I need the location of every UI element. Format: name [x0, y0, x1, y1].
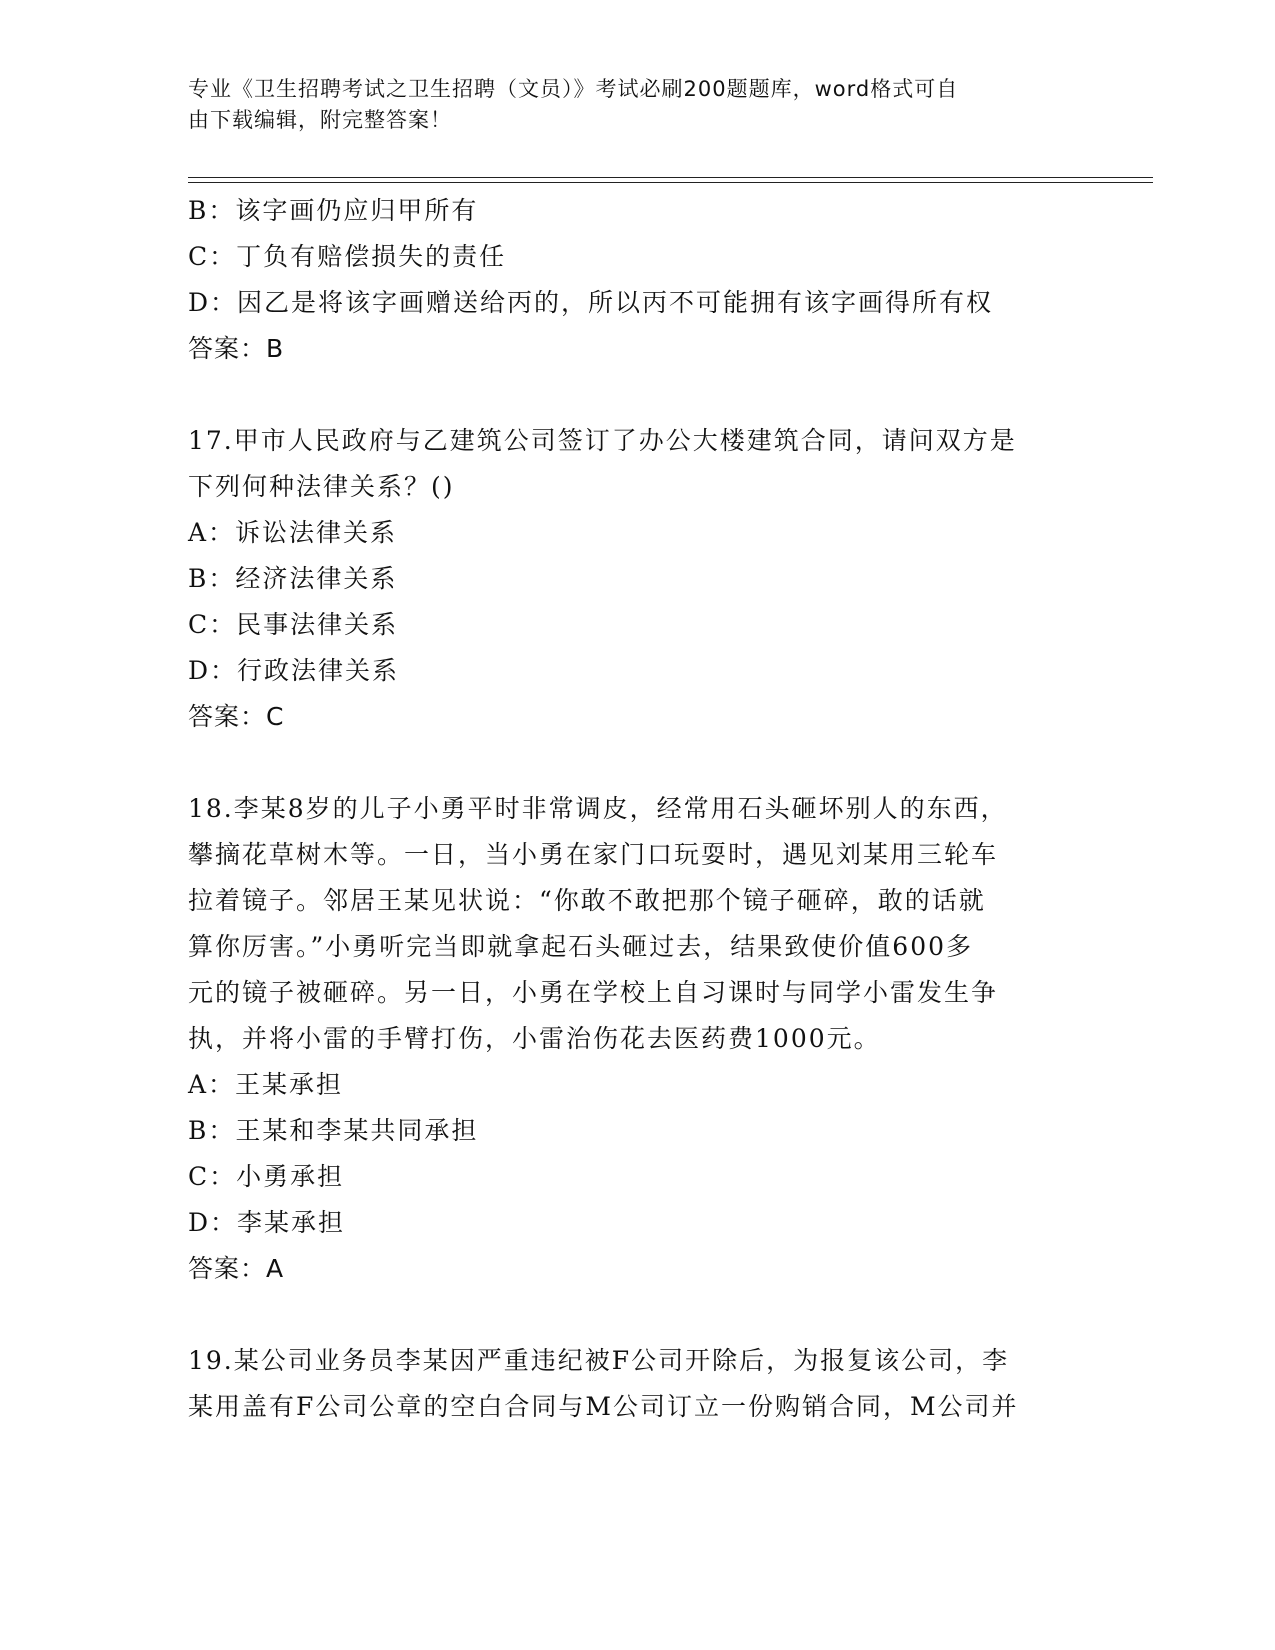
- question-stem-line: 19.某公司业务员李某因严重违纪被F公司开除后，为报复该公司，李: [188, 1346, 1010, 1375]
- question-stem-line: 攀摘花草树木等。一日，当小勇在家门口玩耍时，遇见刘某用三轮车: [188, 840, 999, 869]
- option-a: A：诉讼法律关系: [188, 518, 398, 547]
- question-18: [188, 786, 1088, 1292]
- question-stem-line: 执，并将小雷的手臂打伤，小雷治伤花去医药费1000元。: [188, 1024, 881, 1053]
- option-d: D：因乙是将该字画赠送给丙的，所以丙不可能拥有该字画得所有权: [188, 288, 994, 317]
- question-stem-line: 下列何种法律关系？(): [188, 472, 455, 501]
- option-d: D：李某承担: [188, 1208, 346, 1237]
- option-b: B：该字画仍应归甲所有: [188, 196, 479, 225]
- option-b: B：王某和李某共同承担: [188, 1116, 479, 1145]
- option-c: C：小勇承担: [188, 1162, 345, 1191]
- header-title-line-1: 专业《卫生招聘考试之卫生招聘（文员）》考试必刷200题题库，word格式可自: [188, 77, 959, 101]
- question-stem-line: 某用盖有F公司公章的空白合同与M公司订立一份购销合同，M公司并: [188, 1392, 1019, 1421]
- answer: 答案：B: [188, 334, 285, 363]
- question-stem-line: 元的镜子被砸碎。另一日，小勇在学校上自习课时与同学小雷发生争: [188, 978, 999, 1007]
- option-b: B：经济法律关系: [188, 564, 398, 593]
- spacer: [188, 740, 1088, 786]
- question-19: [188, 1338, 1088, 1430]
- question-stem-line: 18.李某8岁的儿子小勇平时非常调皮，经常用石头砸坏别人的东西，: [188, 794, 1008, 823]
- header-divider-top: [188, 177, 1153, 178]
- answer: 答案：A: [188, 1254, 285, 1283]
- spacer: [188, 1292, 1088, 1338]
- question-stem-line: 拉着镜子。邻居王某见状说：“你敢不敢把那个镜子砸碎，敢的话就: [188, 886, 986, 915]
- answer: 答案：C: [188, 702, 285, 731]
- option-a: A：王某承担: [188, 1070, 344, 1099]
- question-stem-line: 算你厉害。”小勇听完当即就拿起石头砸过去，结果致使价值600多: [188, 932, 974, 961]
- question-17: [188, 418, 1088, 740]
- spacer: [188, 372, 1088, 418]
- option-c: C：民事法律关系: [188, 610, 399, 639]
- option-d: D：行政法律关系: [188, 656, 400, 685]
- page-header: [188, 74, 1068, 136]
- question-16-tail: [188, 188, 1088, 372]
- header-title-line-2: 由下载编辑，附完整答案！: [188, 108, 452, 132]
- option-c: C：丁负有赔偿损失的责任: [188, 242, 507, 271]
- question-stem-line: 17.甲市人民政府与乙建筑公司签订了办公大楼建筑合同，请问双方是: [188, 426, 1017, 455]
- question-list: [188, 188, 1088, 1430]
- header-divider-bottom: [188, 182, 1153, 183]
